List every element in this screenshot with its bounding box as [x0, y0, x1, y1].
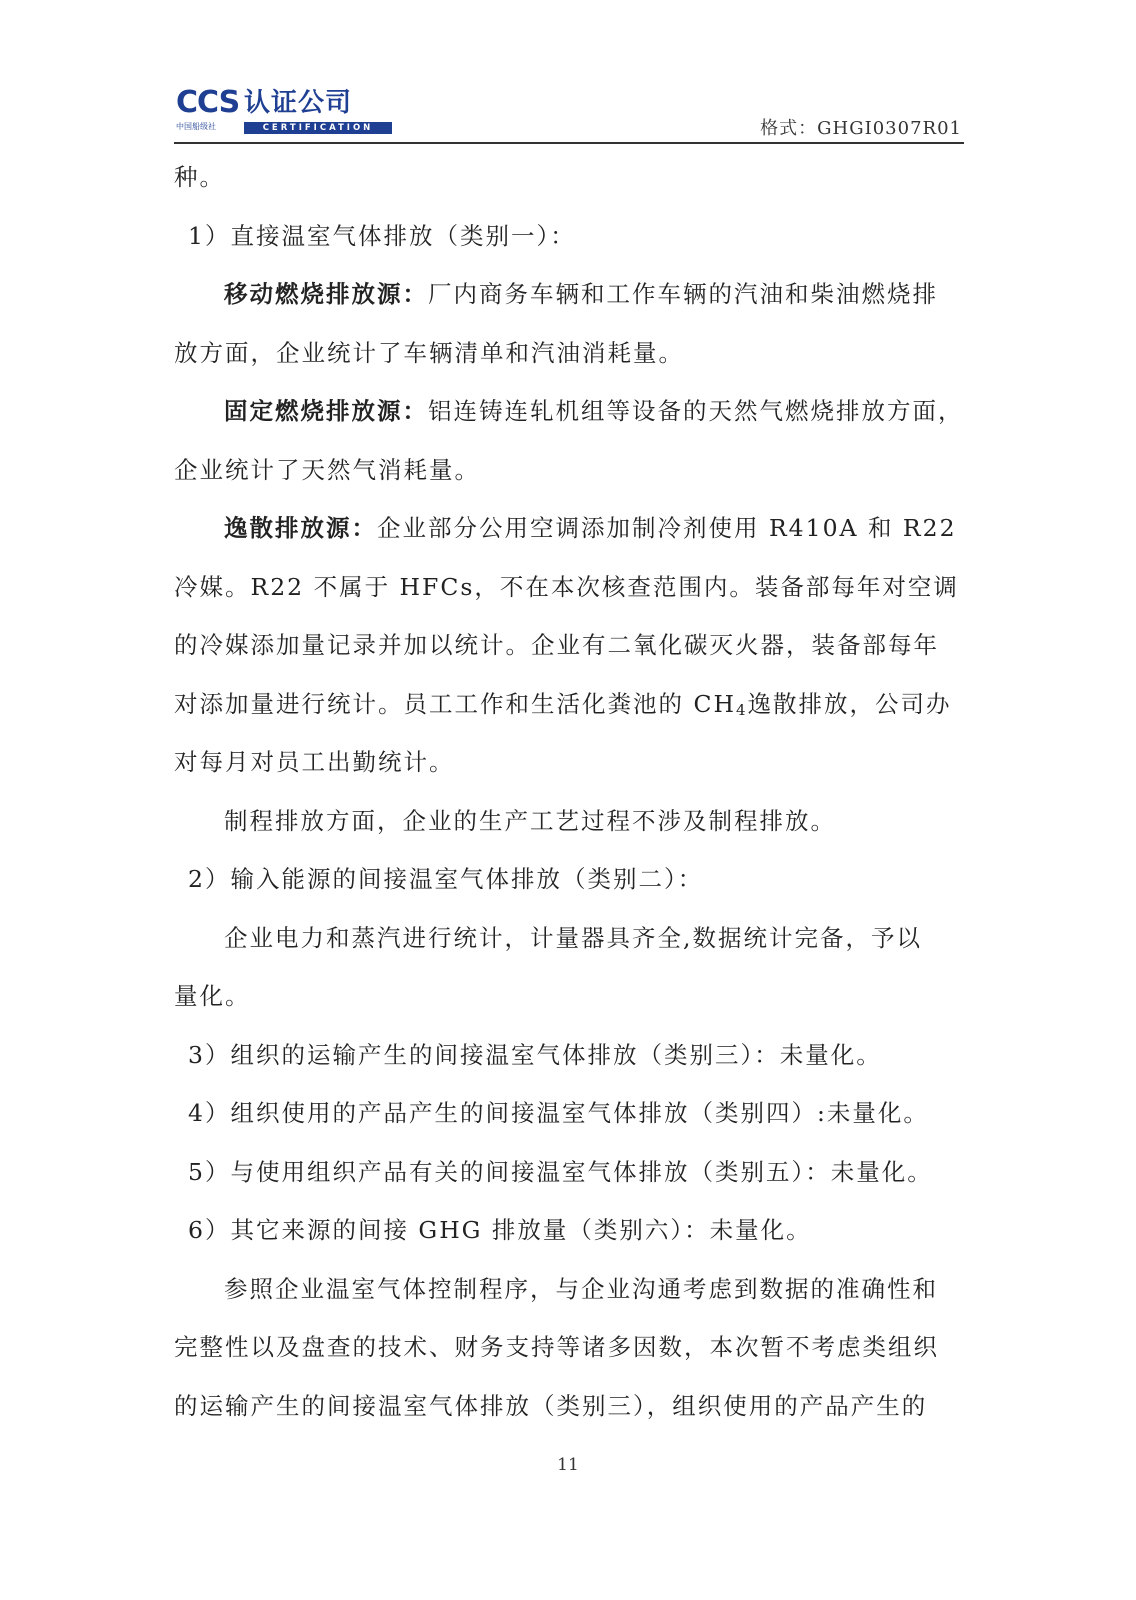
- text-line: 企业部分公用空调添加制冷剂使用 R410A 和 R22: [377, 514, 957, 542]
- text-line: 放方面，企业统计了车辆清单和汽油消耗量。: [174, 338, 684, 367]
- document-body: [174, 148, 964, 1435]
- paragraph-mobile-combustion: [174, 265, 964, 324]
- text-line: 铝连铸连轧机组等设备的天然气燃烧排放方面，: [428, 397, 964, 425]
- text-segment: 逸散排放，公司办: [747, 689, 952, 718]
- text-line: 的运输产生的间接温室气体排放（类别三），组织使用的产品产生的: [174, 1391, 928, 1420]
- ccs-certification-logo: [176, 86, 396, 136]
- list-item-category-2: 2）输入能源的间接温室气体排放（类别二）：: [188, 865, 704, 893]
- paragraph-fugitive-emissions: [174, 499, 964, 558]
- paragraph-process-emissions: 制程排放方面，企业的生产工艺过程不涉及制程排放。: [224, 806, 836, 835]
- text-line: 对每月对员工出勤统计。: [174, 748, 455, 776]
- logo-small-text: 中国船级社: [176, 122, 216, 131]
- text-line: 量化。: [174, 982, 251, 1010]
- page-number: 11: [557, 1455, 579, 1475]
- text-line: 完整性以及盘查的技术、财务支持等诸多因数，本次暂不考虑类组织: [174, 1333, 939, 1361]
- paragraph-energy: 企业电力和蒸汽进行统计，计量器具齐全,数据统计完备，予以: [224, 923, 922, 952]
- text-line: 冷媒。R22 不属于 HFCs，不在本次核查范围内。装备部每年对空调: [174, 572, 959, 601]
- list-item-category-3: 3）组织的运输产生的间接温室气体排放（类别三）：未量化。: [188, 1040, 882, 1069]
- logo-certification-bar: CERTIFICATION: [244, 122, 392, 134]
- logo-ccs-text: CCS: [176, 85, 240, 120]
- paragraph-reference: 参照企业温室气体控制程序，与企业沟通考虑到数据的准确性和: [224, 1274, 938, 1303]
- page-header: [174, 80, 964, 144]
- list-item-category-1: 1）直接温室气体排放（类别一）：: [188, 221, 576, 250]
- text-segment: 对添加量进行统计。员工工作和生活化粪池的 CH: [174, 689, 736, 718]
- paragraph-stationary-combustion: [174, 382, 964, 441]
- format-code: 格式：GHGI0307R01: [760, 118, 962, 139]
- text-line: 企业统计了天然气消耗量。: [174, 455, 480, 484]
- text-line-ch4: [174, 675, 964, 734]
- term-stationary-combustion: 固定燃烧排放源：: [224, 397, 428, 425]
- list-item-category-4: 4）组织使用的产品产生的间接温室气体排放（类别四）:未量化。: [188, 1099, 929, 1127]
- text-line: 的冷媒添加量记录并加以统计。企业有二氧化碳灭火器，装备部每年: [174, 631, 939, 659]
- list-item-category-6: 6）其它来源的间接 GHG 排放量（类别六）：未量化。: [188, 1216, 812, 1244]
- text-line: 厂内商务车辆和工作车辆的汽油和柴油燃烧排: [428, 280, 938, 308]
- text-line: 种。: [174, 163, 225, 191]
- term-mobile-combustion: 移动燃烧排放源：: [224, 280, 428, 308]
- logo-chinese-text: 认证公司: [244, 88, 353, 118]
- subscript: 4: [735, 700, 748, 719]
- term-fugitive-emissions: 逸散排放源：: [224, 514, 377, 542]
- list-item-category-5: 5）与使用组织产品有关的间接温室气体排放（类别五）：未量化。: [188, 1157, 933, 1186]
